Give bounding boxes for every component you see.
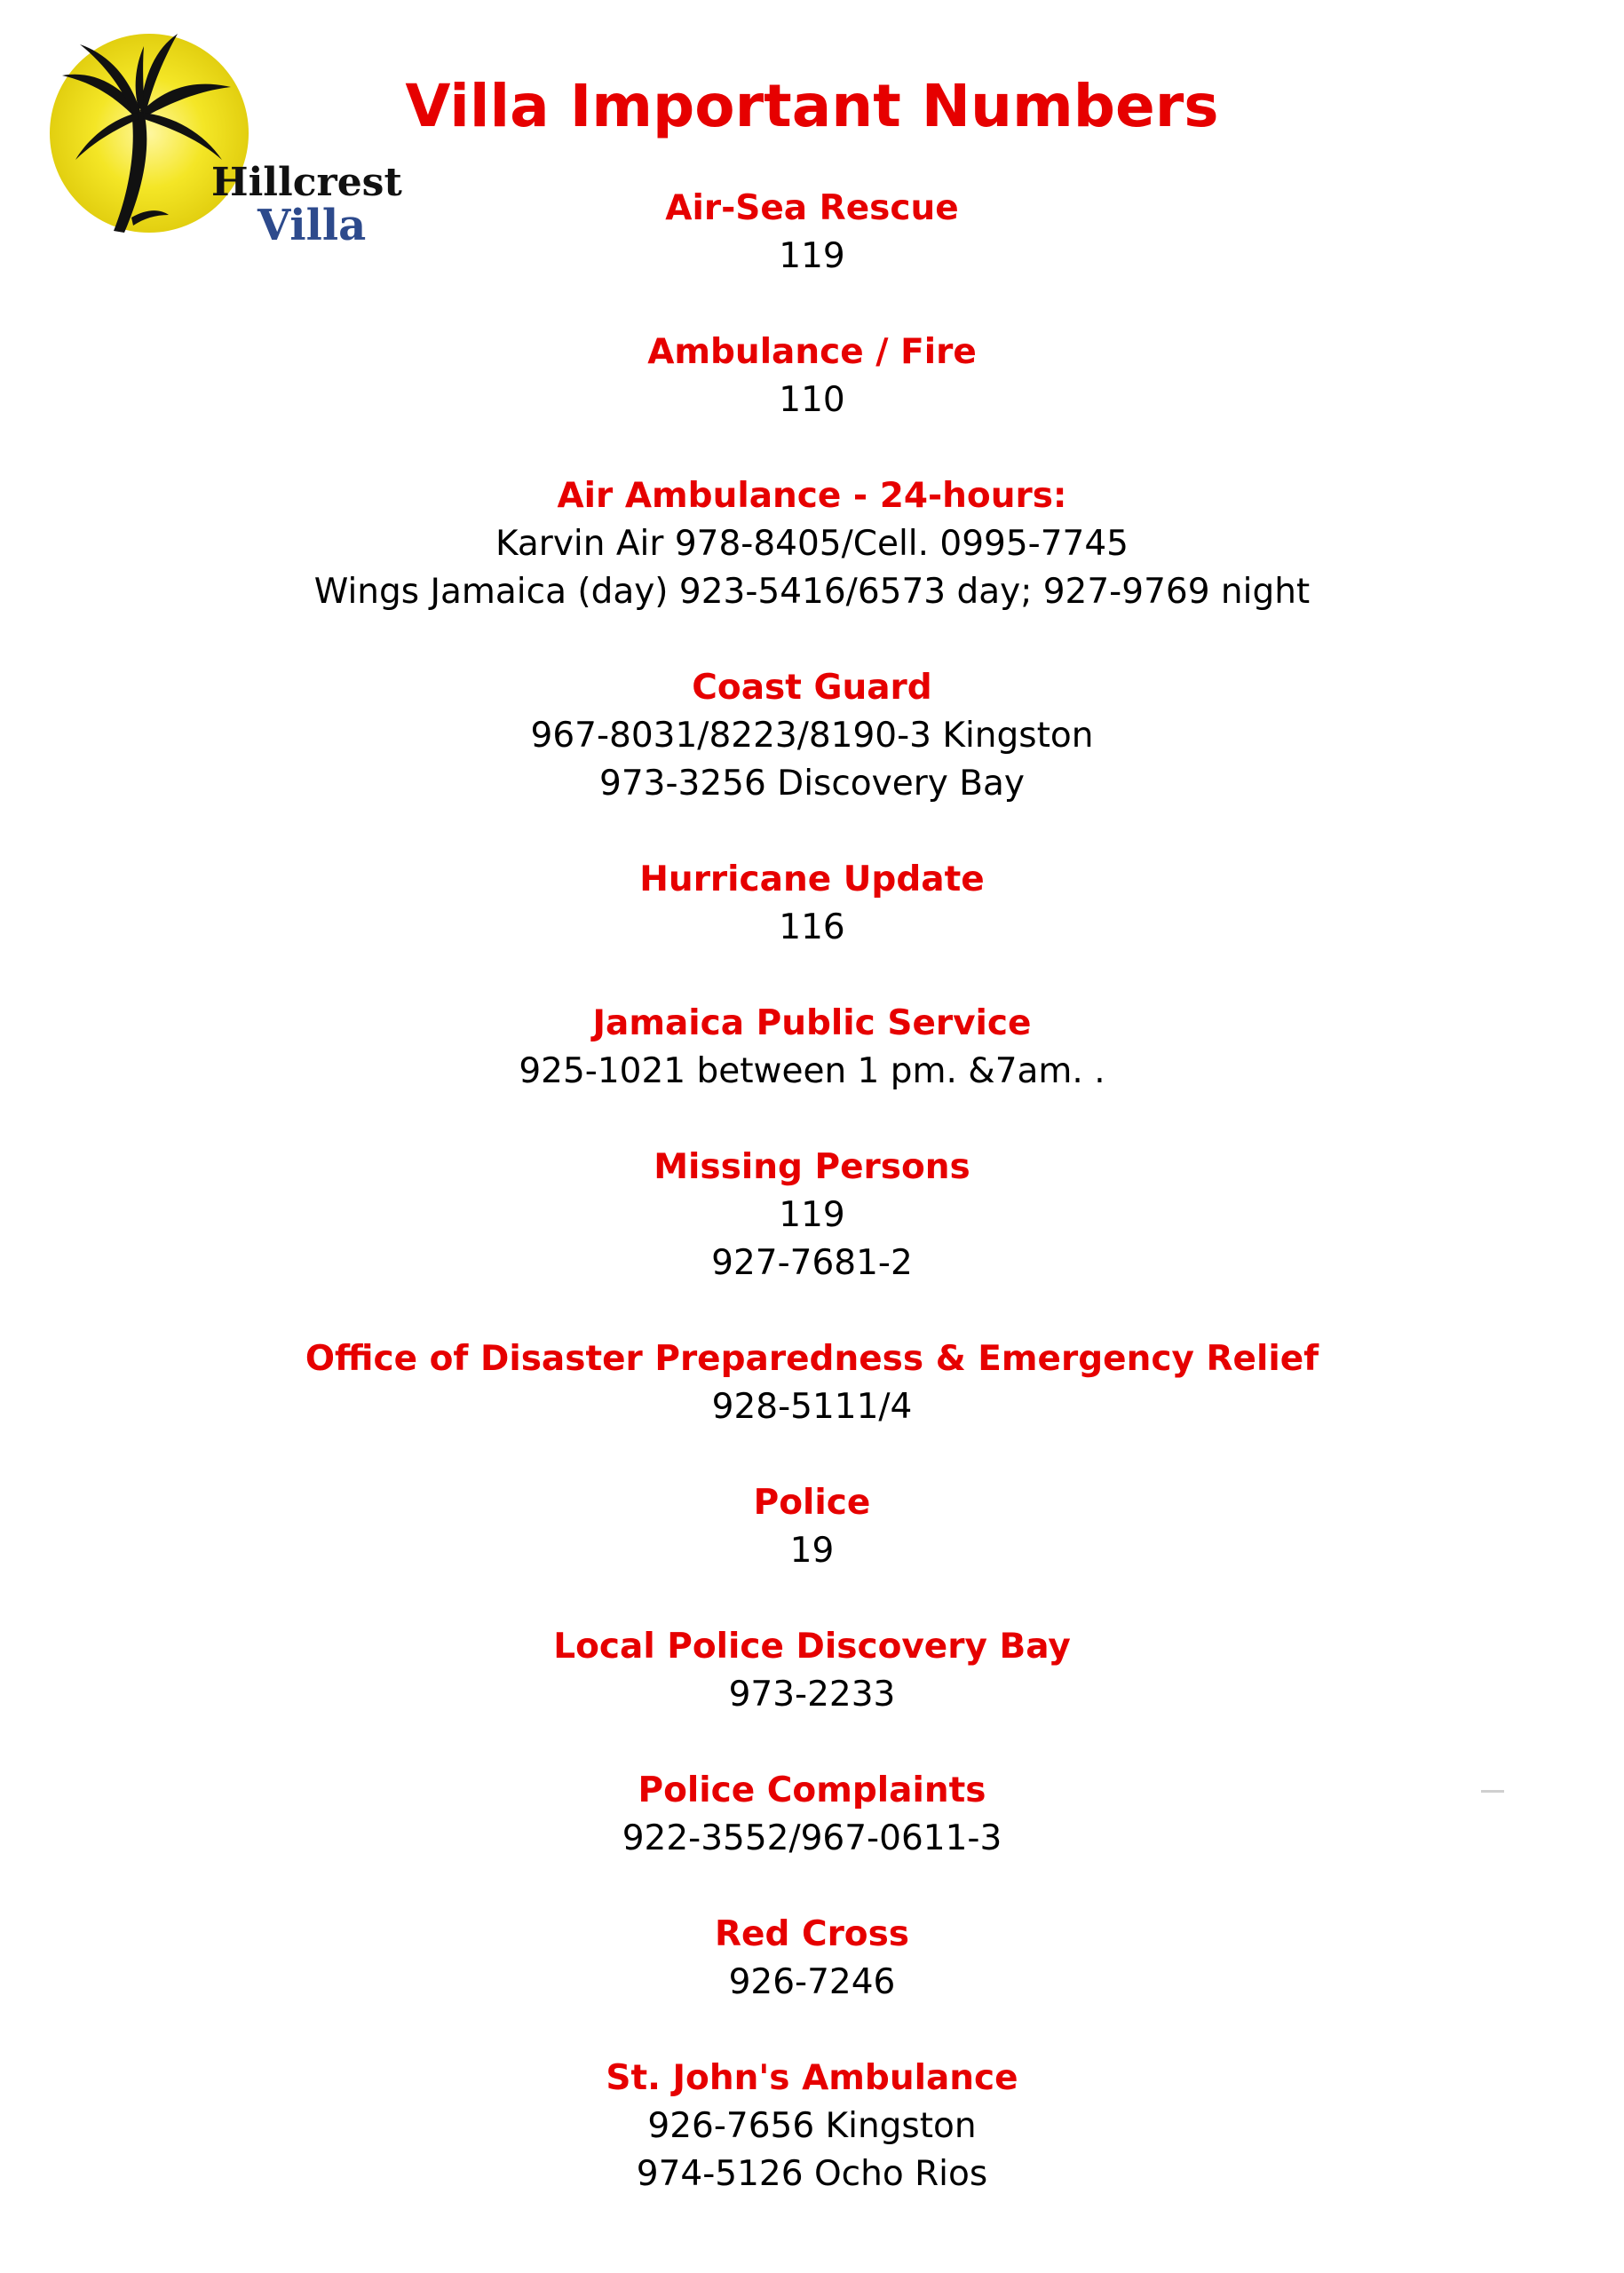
entry-heading: Coast Guard — [692, 668, 932, 708]
entry-phone-line: 926-7246 — [728, 1962, 896, 2002]
contact-entry — [0, 185, 1624, 281]
entry-phone-line: 110 — [779, 380, 845, 420]
entry-phone-line: 116 — [779, 907, 845, 947]
contact-entry — [0, 856, 1624, 952]
entry-phone-line: 974-5126 Ocho Rios — [636, 2154, 988, 2194]
entry-heading: Local Police Discovery Bay — [553, 1627, 1071, 1667]
entry-phone-line: 973-2233 — [728, 1675, 896, 1715]
entry-heading: Police Complaints — [638, 1770, 986, 1810]
entry-phone-line: 967-8031/8223/8190-3 Kingston — [530, 716, 1094, 756]
contact-entry — [0, 1911, 1624, 2007]
entry-heading: Air Ambulance - 24-hours: — [557, 476, 1067, 516]
logo-line1-text: Hillcrest — [211, 160, 402, 205]
entry-phone-line: Wings Jamaica (day) 923-5416/6573 day; 927-9769 night — [313, 572, 1311, 612]
contact-entry — [0, 1767, 1624, 1863]
contact-entry — [0, 1623, 1624, 1719]
important-numbers-list — [0, 185, 1624, 2246]
entry-phone-line: 19 — [789, 1531, 835, 1571]
entry-heading: Ambulance / Fire — [647, 332, 977, 372]
entry-phone-line: 922-3552/967-0611-3 — [622, 1818, 1002, 1858]
entry-phone-line: 119 — [779, 236, 845, 276]
entry-heading: Air-Sea Rescue — [665, 188, 959, 228]
entry-heading: Jamaica Public Service — [592, 1003, 1032, 1043]
entry-phone-line: 925-1021 between 1 pm. &7am. . — [519, 1051, 1105, 1091]
page-title: Villa Important Numbers — [405, 72, 1219, 140]
entry-heading: Office of Disaster Preparedness & Emergency Relief — [305, 1339, 1319, 1379]
contact-entry — [0, 1144, 1624, 1287]
entry-phone-line: 119 — [779, 1195, 845, 1235]
entry-heading: Missing Persons — [654, 1147, 970, 1187]
contact-entry — [0, 664, 1624, 808]
entry-heading: Red Cross — [714, 1914, 910, 1954]
entry-heading: Police — [753, 1483, 871, 1523]
contact-entry — [0, 472, 1624, 616]
logo-line2-text: Villa — [257, 201, 367, 250]
entry-phone-line: 926-7656 Kingston — [647, 2106, 977, 2146]
entry-phone-line: Karvin Air 978-8405/Cell. 0995-7745 — [495, 524, 1129, 564]
contact-entry — [0, 1479, 1624, 1575]
stray-mark — [1481, 1790, 1504, 1793]
entry-phone-line: 927-7681-2 — [711, 1243, 913, 1283]
contact-entry — [0, 1000, 1624, 1096]
contact-entry — [0, 2055, 1624, 2198]
entry-heading: St. John's Ambulance — [606, 2058, 1018, 2098]
contact-entry — [0, 1335, 1624, 1431]
entry-phone-line: 928-5111/4 — [711, 1387, 913, 1427]
entry-heading: Hurricane Update — [639, 859, 985, 899]
contact-entry — [0, 329, 1624, 424]
entry-phone-line: 973-3256 Discovery Bay — [599, 764, 1025, 804]
